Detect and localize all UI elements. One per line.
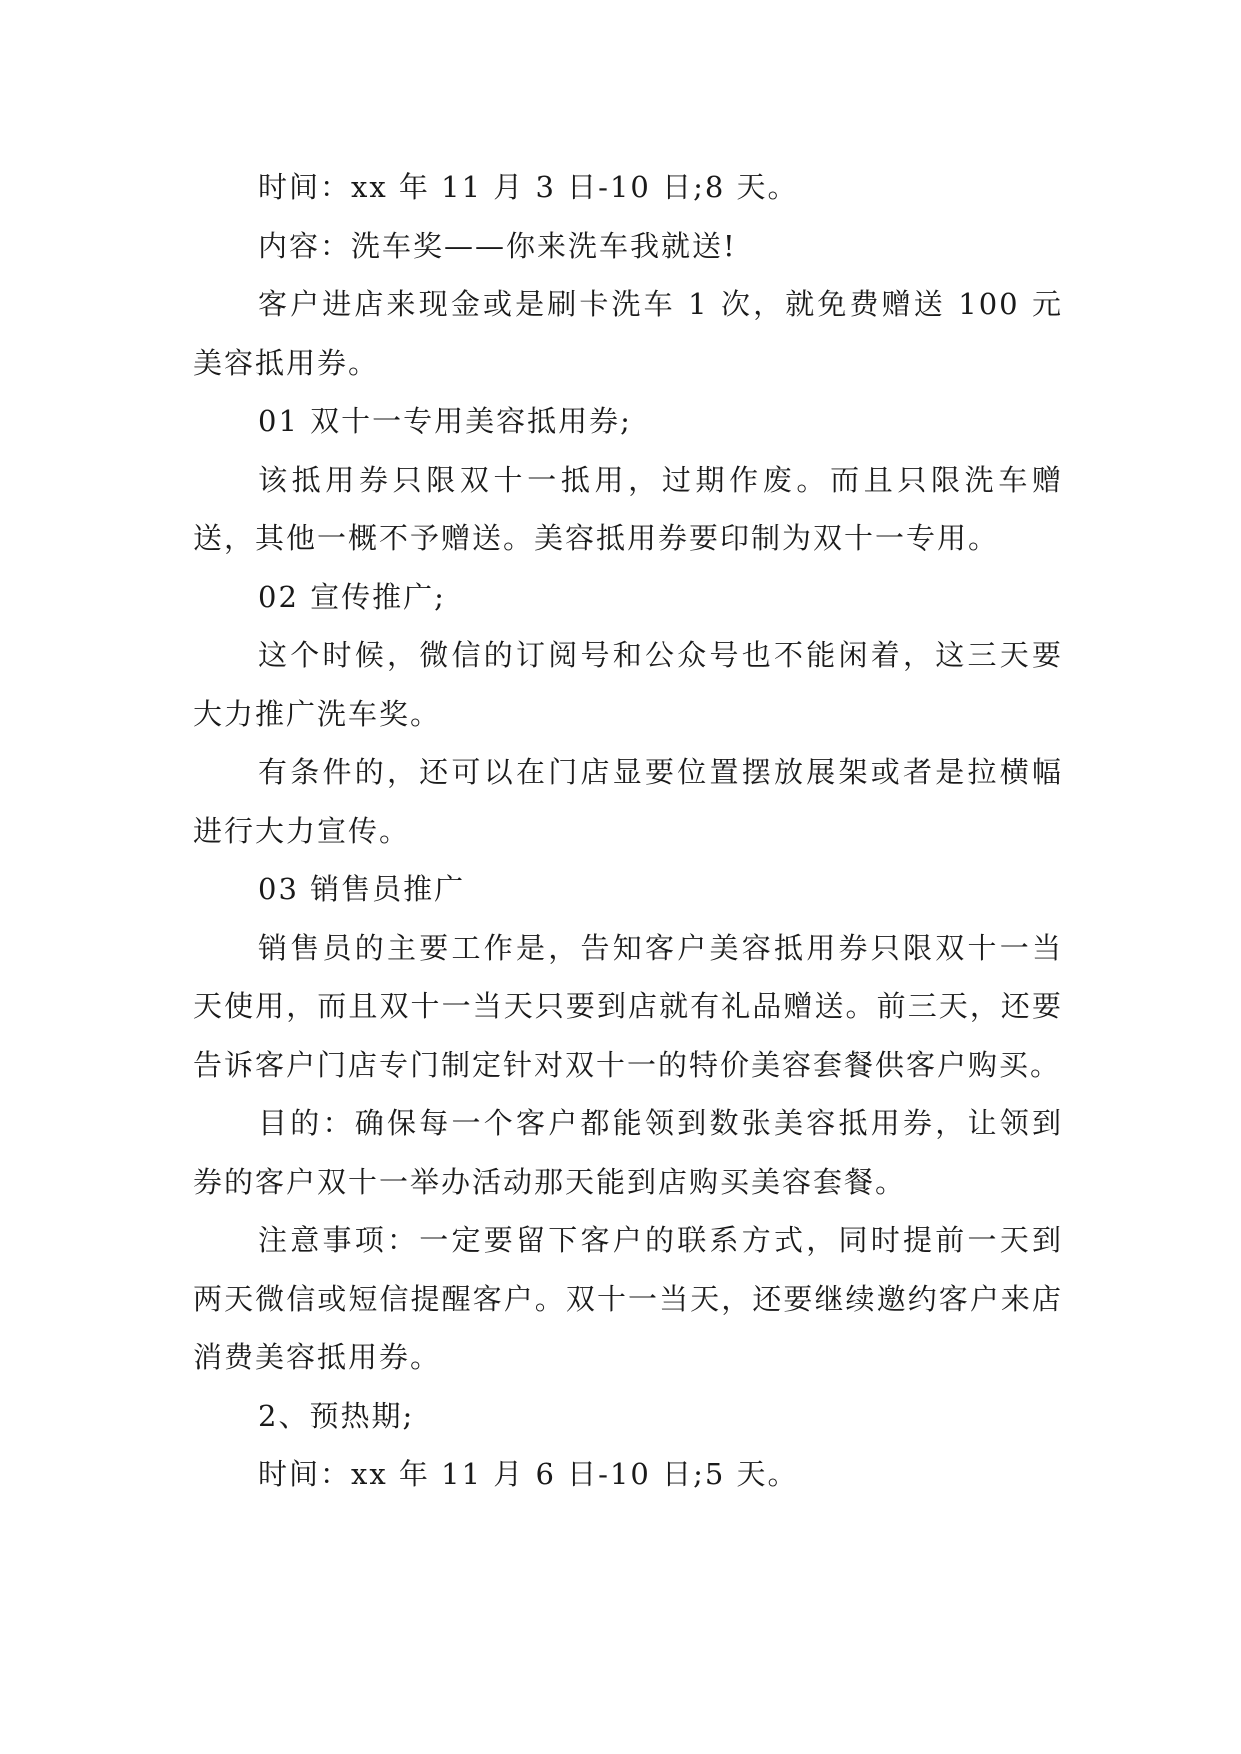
paragraph-heading-01: 01 双十一专用美容抵用券; — [258, 404, 632, 438]
paragraph-heading-02: 02 宣传推广; — [258, 579, 446, 614]
paragraph-notes: 注意事项：一定要留下客户的联系方式，同时提前一天到两天微信或短信提醒客户。双十一当天，还要继续邀约客户来店消费美容抵用券。 — [193, 1223, 1063, 1374]
paragraph-heading-preheat: 2、预热期; — [258, 1398, 415, 1433]
paragraph-sales-work: 销售员的主要工作是，告知客户美容抵用券只限双十一当天使用，而且双十一当天只要到店就有礼品赠送。前三天，还要告诉客户门店专门制定针对双十一的特价美容套餐供客户购买。 — [193, 930, 1063, 1082]
paragraph-car-wash-offer: 客户进店来现金或是刷卡洗车 1 次，就免费赠送 100 元美容抵用券。 — [193, 287, 1063, 380]
paragraph-purpose: 目的：确保每一个客户都能领到数张美容抵用券，让领到券的客户双十一举办活动那天能到店购买美容套餐。 — [193, 1106, 1063, 1199]
document-body — [193, 158, 1063, 1504]
paragraph-time-2: 时间：xx 年 11 月 6 日-10 日;5 天。 — [258, 1457, 799, 1491]
paragraph-heading-03: 03 销售员推广 — [258, 872, 466, 906]
paragraph-store-display: 有条件的，还可以在门店显要位置摆放展架或者是拉横幅进行大力宣传。 — [193, 755, 1063, 848]
paragraph-wechat-promo: 这个时候，微信的订阅号和公众号也不能闲着，这三天要大力推广洗车奖。 — [193, 638, 1063, 731]
paragraph-time-1: 时间：xx 年 11 月 3 日-10 日;8 天。 — [258, 170, 799, 204]
paragraph-voucher-rules: 该抵用券只限双十一抵用，过期作废。而且只限洗车赠送，其他一概不予赠送。美容抵用券要印制为双十一专用。 — [193, 462, 1063, 555]
paragraph-content: 内容：洗车奖——你来洗车我就送! — [258, 228, 737, 263]
